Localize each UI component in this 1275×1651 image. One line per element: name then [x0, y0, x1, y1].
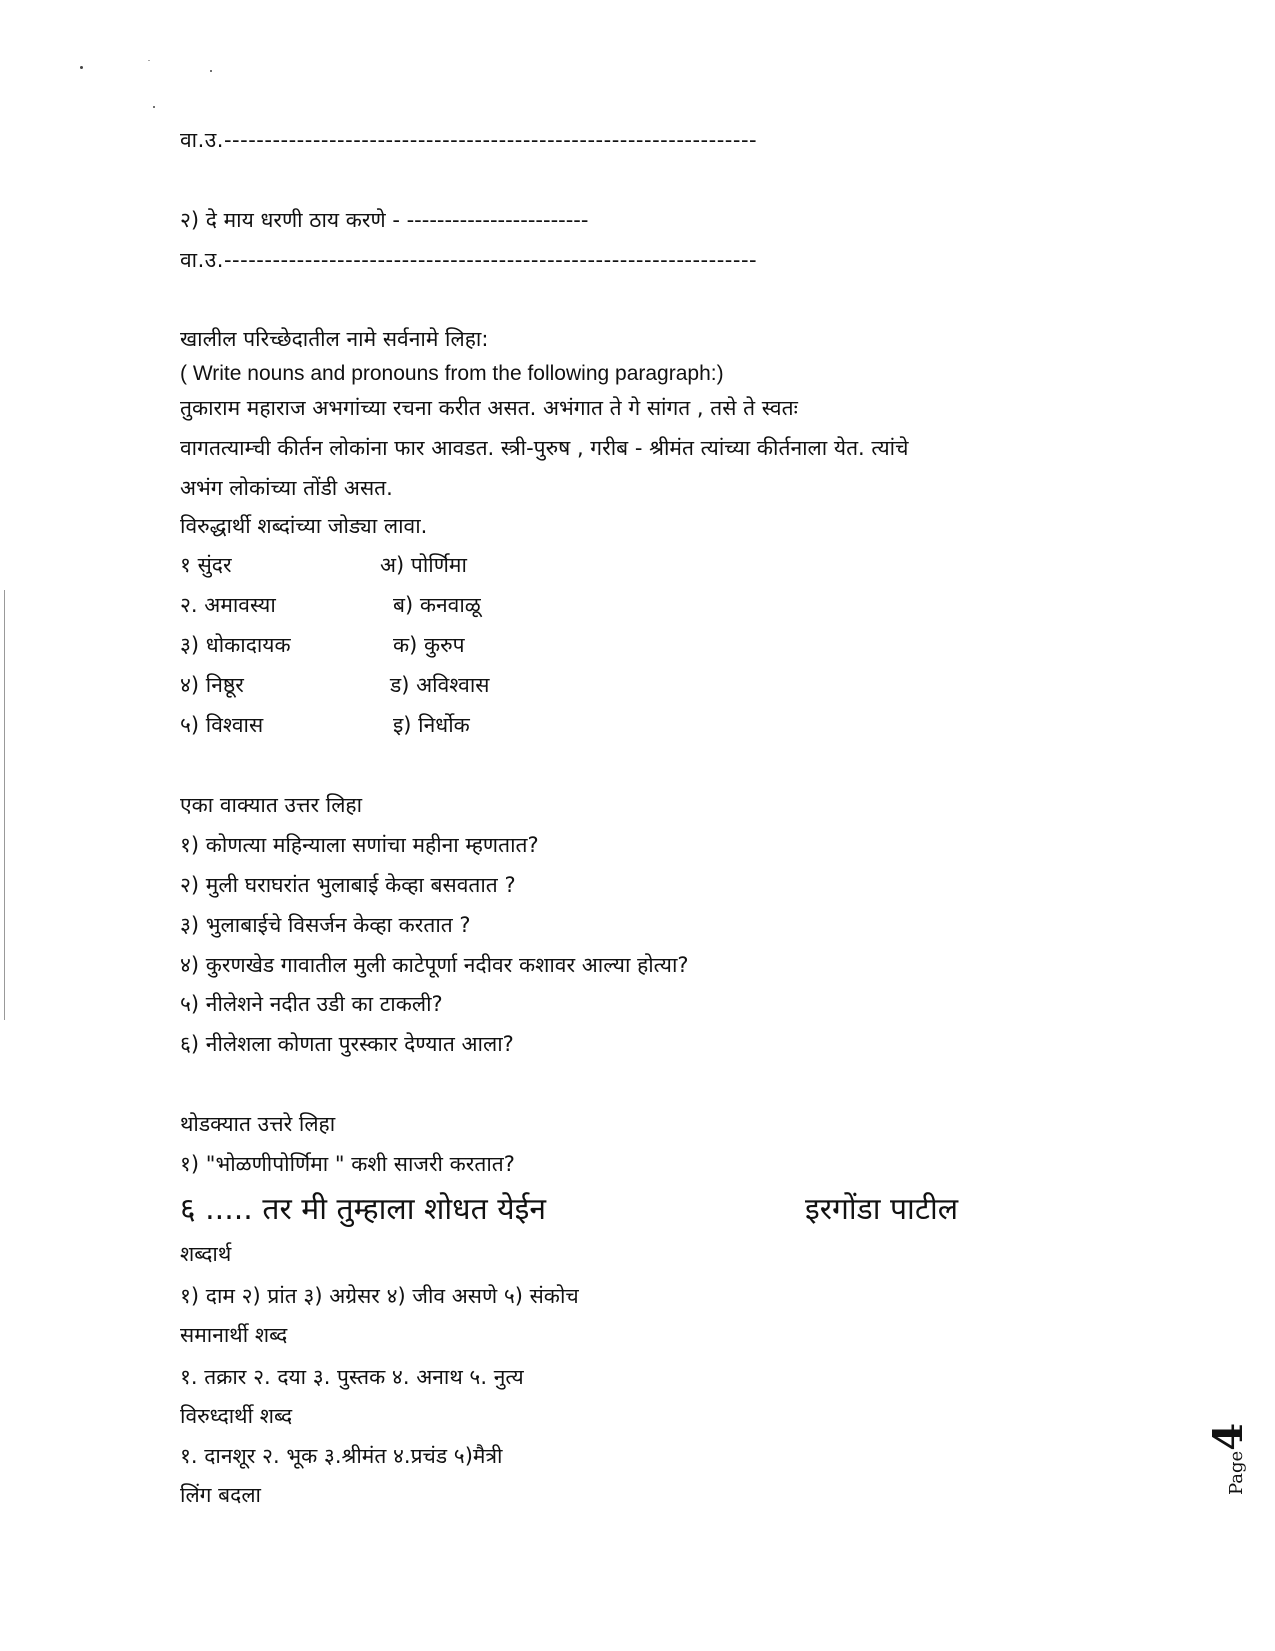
lesson-author: इरगोंडा पाटील [805, 1192, 959, 1227]
word-meanings-items: १) दाम २) प्रांत ३) अग्रेसर ४) जीव असणे ५) संकोच [180, 1284, 579, 1308]
page-word: Page [1226, 1450, 1247, 1495]
antonym-match-heading: विरुद्धार्थी शब्दांच्या जोड्या लावा. [180, 514, 428, 538]
nouns-heading: खालील परिच्छेदातील नामे सर्वनामे लिहा: [180, 327, 489, 351]
match-left-1: १ सुंदर [180, 553, 232, 577]
match-right-5: इ) निर्धोक [393, 713, 470, 737]
paragraph-line-3: अभंग लोकांच्या तोंडी असत. [180, 476, 393, 500]
one-sentence-q6: ६) नीलेशला कोणता पुरस्कार देण्यात आला? [180, 1032, 514, 1056]
match-right-3: क) कुरुप [393, 633, 465, 657]
one-sentence-q2: २) मुली घराघरांत भुलाबाई केव्हा बसवतात ? [180, 873, 516, 897]
word-meanings-heading: शब्दार्थ [180, 1242, 232, 1266]
one-sentence-q4: ४) कुरणखेड गावातील मुली काटेपूर्णा नदीवर कशावर आल्या होत्या? [180, 953, 689, 977]
paragraph-line-1: तुकाराम महाराज अभगांच्या रचना करीत असत. अभंगात ते गे सांगत , तसे ते स्वतः [180, 396, 798, 420]
lesson-title: ६ ..... तर मी तुम्हाला शोधत येईन [180, 1192, 547, 1227]
match-left-5: ५) विश्वास [180, 713, 264, 737]
antonyms-items: १. दानशूर २. भूक ३.श्रीमंत ४.प्रचंड ५)मैत्री [180, 1444, 503, 1468]
one-sentence-q1: १) कोणत्या महिन्याला सणांचा महीना म्हणतात? [180, 833, 539, 857]
match-right-1: अ) पोर्णिमा [380, 553, 467, 577]
one-sentence-q3: ३) भुलाबाईचे विसर्जन केव्हा करतात ? [180, 913, 471, 937]
nouns-heading-en: ( Write nouns and pronouns from the following paragraph:) [180, 362, 724, 385]
scan-edge-line [4, 590, 5, 1020]
short-answer-heading: थोडक्यात उत्तरे लिहा [180, 1112, 336, 1136]
one-sentence-q5: ५) नीलेशने नदीत उडी का टाकली? [180, 992, 443, 1016]
match-left-4: ४) निष्ठूर [180, 673, 244, 697]
antonyms-heading: विरुध्दार्थी शब्द [180, 1404, 293, 1428]
scan-speck [80, 66, 83, 69]
page-number-label [1205, 1423, 1252, 1495]
match-right-2: ब) कनवाळू [393, 593, 481, 617]
gender-heading: लिंग बदला [180, 1483, 261, 1507]
match-right-4: ड) अविश्वास [390, 673, 490, 697]
synonyms-heading: समानार्थी शब्द [180, 1323, 288, 1347]
scan-speck [153, 106, 155, 108]
scan-speck [210, 70, 212, 72]
idiom-2: २) दे माय धरणी ठाय करणे - ------------------------ [180, 208, 589, 232]
match-left-3: ३) धोकादायक [180, 633, 291, 657]
synonyms-items: १. तक्रार २. दया ३. पुस्तक ४. अनाथ ५. नुत्य [180, 1365, 524, 1389]
page-number: 4 [1205, 1422, 1252, 1451]
match-left-2: २. अमावस्या [180, 593, 276, 617]
va-u-line-2: वा.उ.------------------------------------------------------------------ [180, 248, 758, 272]
one-sentence-heading: एका वाक्यात उत्तर लिहा [180, 793, 363, 817]
va-u-line-1: वा.उ.------------------------------------------------------------------ [180, 128, 758, 152]
scan-speck [148, 60, 150, 61]
paragraph-line-2: वागतत्याम्ची कीर्तन लोकांना फार आवडत. स्त्री-पुरुष , गरीब - श्रीमंत त्यांच्या कीर्तनाला येत. त्यांचे [180, 436, 909, 460]
short-answer-q1: १) "भोळणीपोर्णिमा " कशी साजरी करतात? [180, 1152, 515, 1176]
